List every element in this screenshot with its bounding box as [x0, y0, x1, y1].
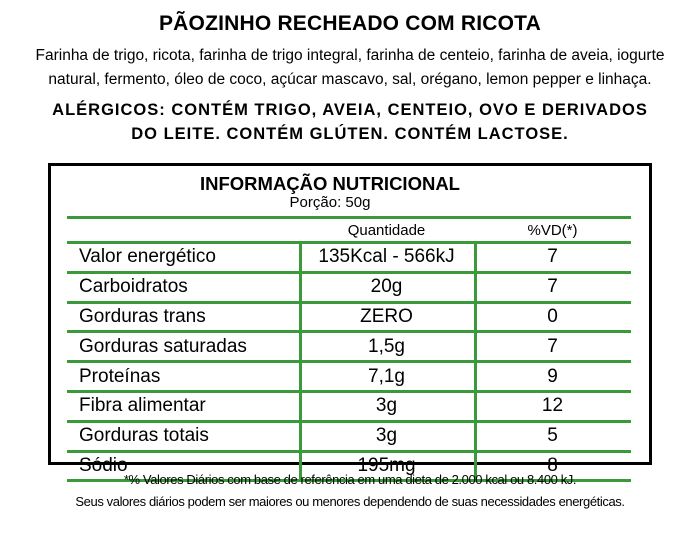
table-row: [67, 301, 631, 331]
nutrient-quantity: 195mg: [357, 454, 416, 476]
table-row: [67, 271, 631, 301]
nutrient-quantity: ZERO: [360, 305, 413, 327]
nutrient-vd: 0: [547, 305, 558, 327]
column-divider: [474, 363, 477, 390]
column-divider: [474, 333, 477, 360]
nutrient-quantity: 135Kcal - 566kJ: [318, 246, 455, 268]
nutrient-vd: 7: [547, 246, 558, 268]
column-divider: [299, 363, 302, 390]
column-divider: [299, 274, 302, 301]
product-title: PÃOZINHO RECHEADO COM RICOTA: [158, 12, 542, 35]
nutrient-name: Gorduras saturadas: [79, 335, 247, 357]
column-divider: [299, 393, 302, 420]
nutrient-name: Fibra alimentar: [79, 395, 206, 417]
table-row: [67, 420, 631, 450]
nutrient-quantity: 3g: [375, 395, 398, 417]
allergen-warning: [14, 98, 686, 146]
nutrient-name: Gorduras totais: [79, 425, 209, 447]
nutrient-vd: 5: [547, 425, 558, 447]
nutrition-title: INFORMAÇÃO NUTRICIONAL: [199, 173, 460, 194]
nutrient-vd: 9: [547, 365, 558, 387]
nutrient-quantity: 3g: [375, 425, 398, 447]
table-row: [67, 330, 631, 360]
table-row: [67, 241, 631, 271]
column-divider: [474, 393, 477, 420]
column-divider: [474, 304, 477, 331]
column-divider: [474, 423, 477, 450]
nutrient-name: Proteínas: [79, 365, 161, 387]
nutrient-name: Gorduras trans: [79, 305, 206, 327]
footnote-line: Seus valores diários podem ser maiores ou menores dependendo de suas necessidades energéticas.: [75, 494, 625, 509]
header-quantity: Quantidade: [347, 221, 426, 239]
table-header-row: [67, 216, 631, 241]
footnote-line: *% Valores Diários com base de referência em uma dieta de 2.000 kcal ou 8.400 kJ.: [123, 472, 577, 487]
ingredients-list: [14, 44, 686, 92]
column-divider: [299, 423, 302, 450]
column-divider: [299, 244, 302, 271]
table-row: [67, 390, 631, 420]
nutrient-quantity: 1,5g: [368, 335, 405, 357]
allergen-line: DO LEITE. CONTÉM GLÚTEN. CONTÉM LACTOSE.: [131, 125, 569, 143]
column-divider: [299, 304, 302, 331]
nutrient-name: Carboidratos: [79, 276, 188, 298]
table-row: [67, 360, 631, 390]
allergen-line: ALÉRGICOS: CONTÉM TRIGO, AVEIA, CENTEIO, OVO E DERIVADOS: [52, 101, 648, 119]
nutrient-quantity: 20g: [370, 276, 403, 298]
footnote: [0, 469, 700, 513]
column-divider: [299, 333, 302, 360]
nutrient-quantity: 7,1g: [368, 365, 405, 387]
nutrient-vd: 7: [547, 335, 558, 357]
nutrient-vd: 12: [541, 395, 564, 417]
portion-size: Porção: 50g: [289, 194, 371, 211]
nutrient-name: Sódio: [79, 454, 128, 476]
nutrition-header: [51, 174, 649, 211]
column-divider: [474, 244, 477, 271]
column-divider: [474, 274, 477, 301]
table-body: [67, 241, 631, 482]
nutrition-facts-panel: [48, 163, 652, 476]
ingredients-line: natural, fermento, óleo de coco, açúcar mascavo, sal, orégano, lemon pepper e linhaça.: [48, 71, 652, 88]
nutrition-table: [67, 216, 631, 482]
ingredients-line: Farinha de trigo, ricota, farinha de trigo integral, farinha de centeio, farinha de aveia, iogurte: [35, 47, 665, 64]
header-vd: %VD(*): [527, 221, 578, 239]
nutrient-name: Valor energético: [79, 246, 216, 268]
nutrient-vd: 8: [547, 454, 558, 476]
nutrient-vd: 7: [547, 276, 558, 298]
